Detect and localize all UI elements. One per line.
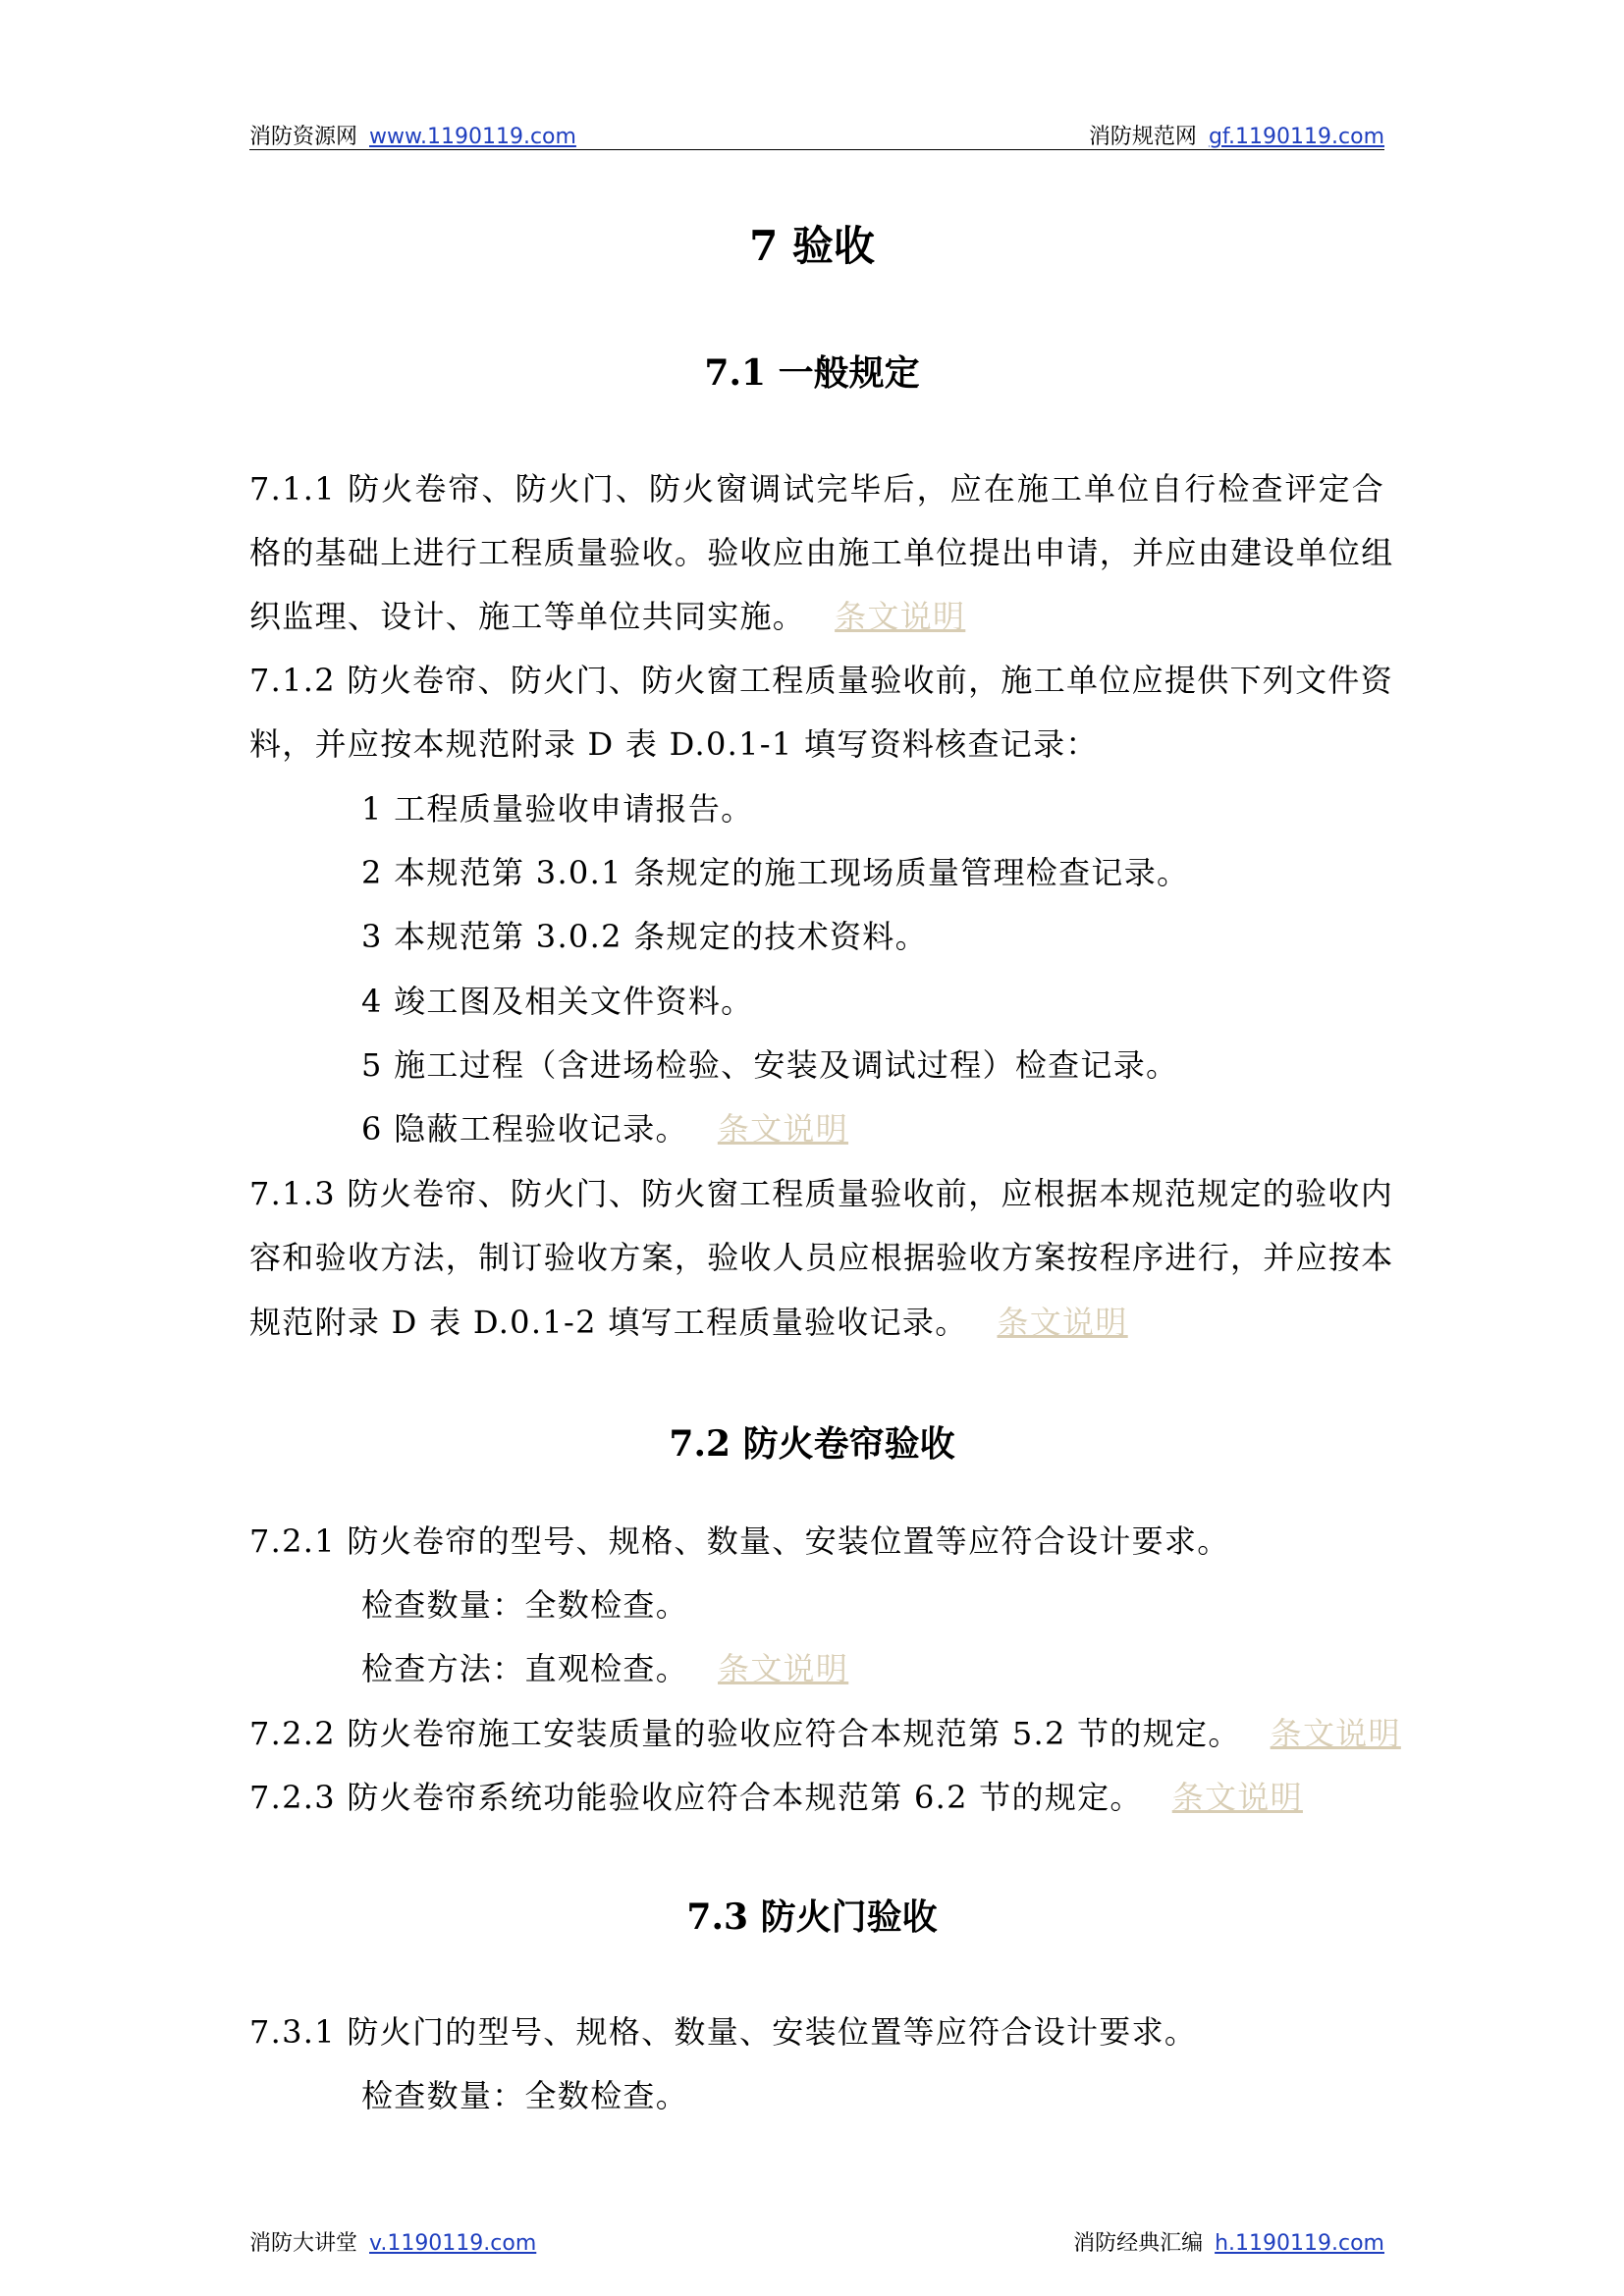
clause-note-link[interactable]: 条文说明 (717, 1110, 849, 1148)
page-header (249, 120, 1384, 150)
footer-left-site: 消防大讲堂 (249, 2231, 358, 2256)
clause-7-1-3-line-2: 容和验收方法，制订验收方案，验收人员应根据验收方案按程序进行，并应按本 (249, 1239, 1394, 1276)
header-right (1089, 120, 1384, 150)
check-quantity-7-3-1: 检查数量：全数检查。 (361, 2077, 689, 2114)
header-left-link[interactable]: www.1190119.com (369, 125, 576, 149)
footer-left (249, 2226, 536, 2257)
clause-note-link[interactable]: 条文说明 (718, 1650, 849, 1687)
list-item-6 (361, 1109, 848, 1148)
clause-7-1-3-line-3 (249, 1303, 1128, 1342)
section-title-7-2: 7.2 防火卷帘验收 (669, 1423, 955, 1465)
clause-7-1-1-line-2: 格的基础上进行工程质量验收。验收应由施工单位提出申请，并应由建设单位组 (249, 534, 1394, 571)
header-left-site: 消防资源网 (249, 125, 358, 149)
clause-7-3-1: 7.3.1 防火门的型号、规格、数量、安装位置等应符合设计要求。 (249, 2013, 1198, 2051)
page-footer (249, 2226, 1384, 2256)
clause-7-1-1-text-3: 织监理、设计、施工等单位共同实施。 (249, 598, 806, 635)
clause-7-1-2-line-1: 7.1.2 防火卷帘、防火门、防火窗工程质量验收前，施工单位应提供下列文件资 (249, 662, 1393, 699)
list-item-2: 2 本规范第 3.0.1 条规定的施工现场质量管理检查记录。 (361, 854, 1190, 891)
clause-7-2-2-text: 7.2.2 防火卷帘施工安装质量的验收应符合本规范第 5.2 节的规定。 (249, 1715, 1241, 1752)
check-quantity: 检查数量：全数检查。 (361, 1586, 689, 1624)
clause-note-link[interactable]: 条文说明 (1171, 1779, 1303, 1816)
clause-note-link[interactable]: 条文说明 (835, 598, 966, 635)
clause-7-2-3-text: 7.2.3 防火卷帘系统功能验收应符合本规范第 6.2 节的规定。 (249, 1779, 1143, 1816)
header-right-link[interactable]: gf.1190119.com (1208, 125, 1384, 149)
check-method-text: 检查方法：直观检查。 (361, 1650, 689, 1687)
clause-note-link[interactable]: 条文说明 (997, 1304, 1128, 1341)
footer-right (1073, 2226, 1384, 2257)
list-item-1: 1 工程质量验收申请报告。 (361, 790, 754, 828)
clause-7-1-1-line-3 (249, 597, 965, 636)
list-item-5: 5 施工过程（含进场检验、安装及调试过程）检查记录。 (361, 1046, 1179, 1084)
clause-7-1-3-text-3: 规范附录 D 表 D.0.1-2 填写工程质量验收记录。 (249, 1304, 968, 1341)
footer-right-site: 消防经典汇编 (1073, 2231, 1204, 2256)
list-item-4: 4 竣工图及相关文件资料。 (361, 983, 754, 1020)
header-left (249, 120, 576, 150)
header-right-site: 消防规范网 (1088, 125, 1197, 149)
clause-note-link[interactable]: 条文说明 (1270, 1715, 1401, 1752)
list-item-3: 3 本规范第 3.0.2 条规定的技术资料。 (361, 918, 928, 955)
section-title-7-1: 7.1 一般规定 (704, 352, 920, 394)
chapter-title: 7 验收 (749, 222, 875, 270)
clause-7-1-2-line-2: 料，并应按本规范附录 D 表 D.0.1-1 填写资料核查记录： (249, 725, 1099, 763)
section-title-7-3: 7.3 防火门验收 (686, 1896, 938, 1938)
clause-7-2-1: 7.2.1 防火卷帘的型号、规格、数量、安装位置等应符合设计要求。 (249, 1522, 1230, 1560)
clause-7-2-3 (249, 1778, 1303, 1817)
footer-right-link[interactable]: h.1190119.com (1215, 2231, 1384, 2256)
clause-7-1-3-line-1: 7.1.3 防火卷帘、防火门、防火窗工程质量验收前，应根据本规范规定的验收内 (249, 1175, 1393, 1212)
check-method (361, 1649, 848, 1688)
footer-left-link[interactable]: v.1190119.com (369, 2231, 537, 2256)
list-item-6-text: 6 隐蔽工程验收记录。 (361, 1110, 688, 1148)
clause-7-1-1-line-1: 7.1.1 防火卷帘、防火门、防火窗调试完毕后，应在施工单位自行检查评定合 (249, 470, 1384, 507)
clause-7-2-2 (249, 1714, 1401, 1753)
